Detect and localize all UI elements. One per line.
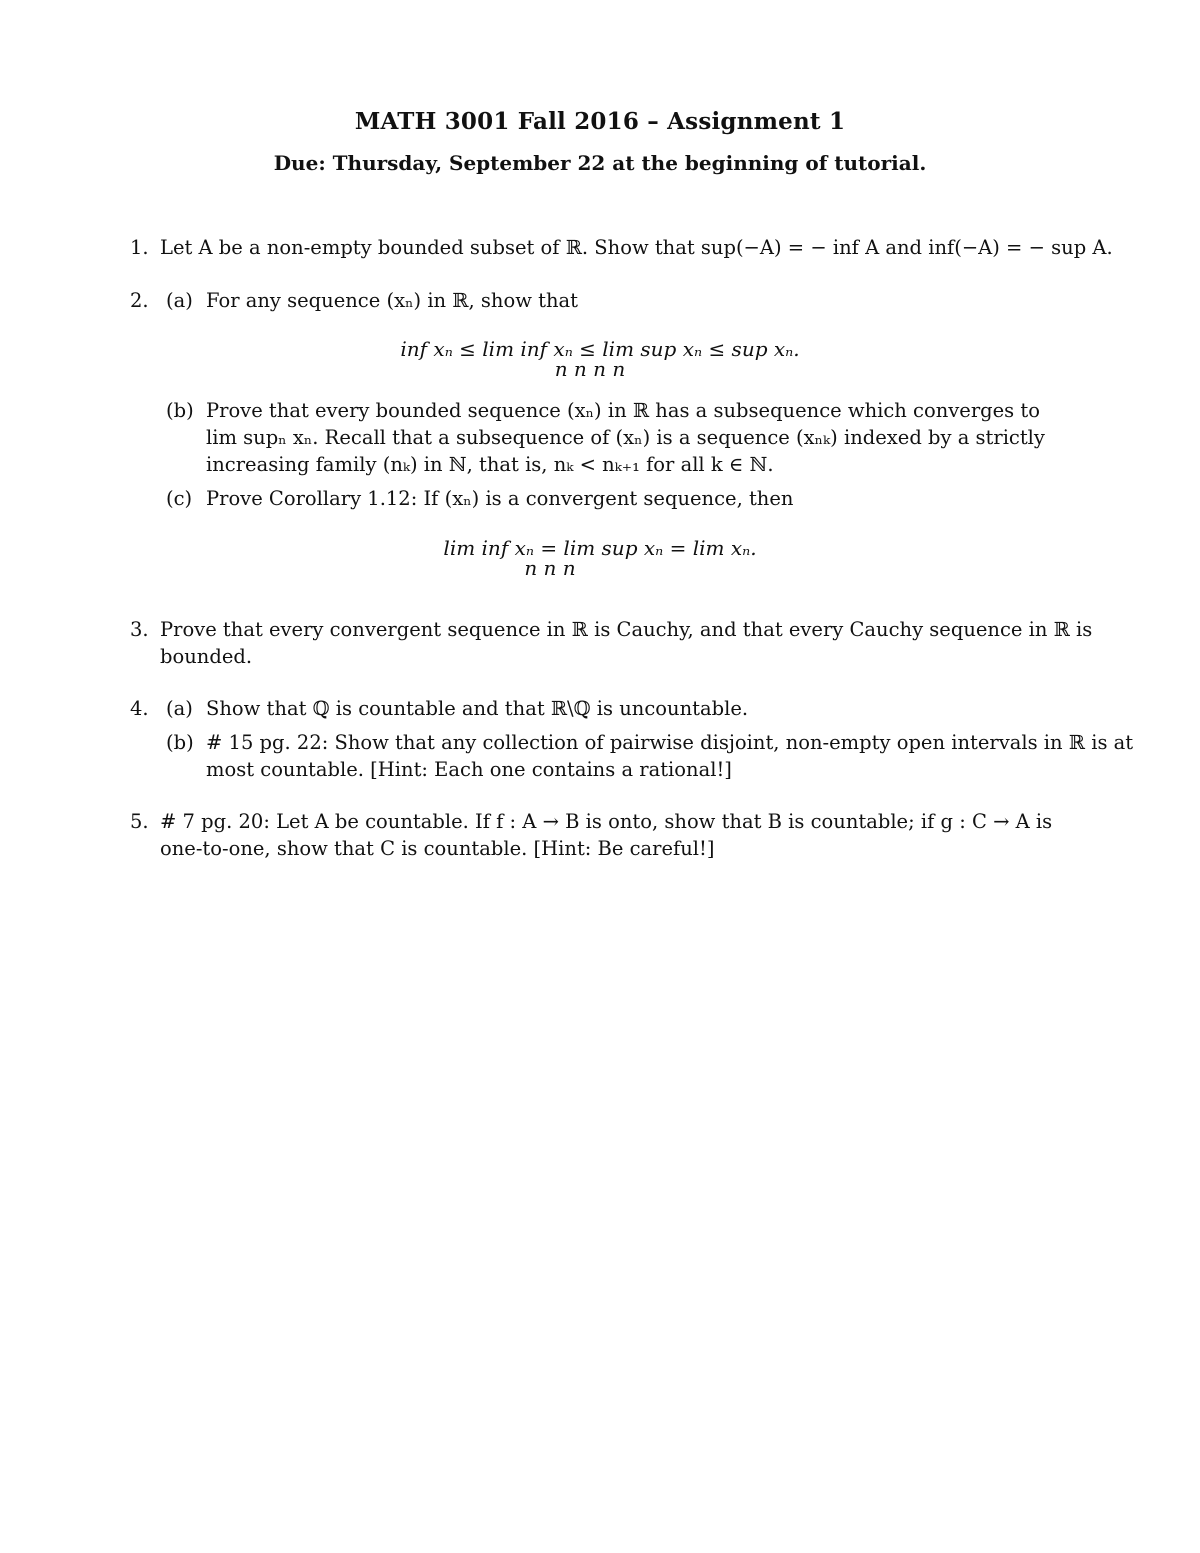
problem-number: 5.: [130, 810, 149, 833]
limit-equation: lim inf xₙ = lim sup xₙ = lim xₙ.: [443, 536, 757, 560]
part-label: (b): [166, 731, 194, 754]
problem-number: 4.: [130, 697, 149, 720]
part-text: Prove that every bounded sequence (xₙ) in ℝ has a subsequence which converges to: [206, 399, 1040, 422]
problem-text: bounded.: [160, 645, 253, 668]
inequality-equation: inf xₙ ≤ lim inf xₙ ≤ lim sup xₙ ≤ sup xₙ.: [400, 337, 800, 361]
problem-number: 1.: [130, 236, 149, 259]
due-date: Due: Thursday, September 22 at the beginning of tutorial.: [273, 151, 927, 175]
part-text: most countable. [Hint: Each one contains a rational!]: [206, 758, 732, 781]
part-text: increasing family (nₖ) in ℕ, that is, nₖ < nₖ₊₁ for all k ∈ ℕ.: [206, 453, 774, 476]
part-text: Prove Corollary 1.12: If (xₙ) is a convergent sequence, then: [206, 487, 794, 510]
part-label: (a): [166, 697, 193, 720]
problem-text: # 7 pg. 20: Let A be countable. If f : A → B is onto, show that B is countable; if g : C → A is: [160, 810, 1053, 833]
part-label: (c): [166, 487, 193, 510]
problem-number: 3.: [130, 618, 149, 641]
part-label: (b): [166, 399, 194, 422]
part-label: (a): [166, 289, 193, 312]
problem-text: Let A be a non-empty bounded subset of ℝ. Show that sup(−A) = − inf A and inf(−A) = − sup A.: [160, 236, 1113, 259]
problem-text: Prove that every convergent sequence in ℝ is Cauchy, and that every Cauchy sequence in ℝ is: [160, 618, 1093, 641]
part-text: lim supₙ xₙ. Recall that a subsequence of (xₙ) is a sequence (xₙₖ) indexed by a strictly: [206, 426, 1045, 449]
page-title: MATH 3001 Fall 2016 – Assignment 1: [354, 108, 846, 135]
equation-subscripts: n n n n: [554, 357, 626, 381]
part-text: For any sequence (xₙ) in ℝ, show that: [206, 289, 578, 312]
equation-subscripts: n n n: [524, 556, 576, 580]
problem-text: one-to-one, show that C is countable. [Hint: Be careful!]: [160, 837, 715, 860]
part-text: Show that ℚ is countable and that ℝ\ℚ is uncountable.: [206, 697, 749, 720]
problem-number: 2.: [130, 289, 149, 312]
part-text: # 15 pg. 22: Show that any collection of pairwise disjoint, non-empty open intervals in ℝ is at: [206, 731, 1134, 754]
